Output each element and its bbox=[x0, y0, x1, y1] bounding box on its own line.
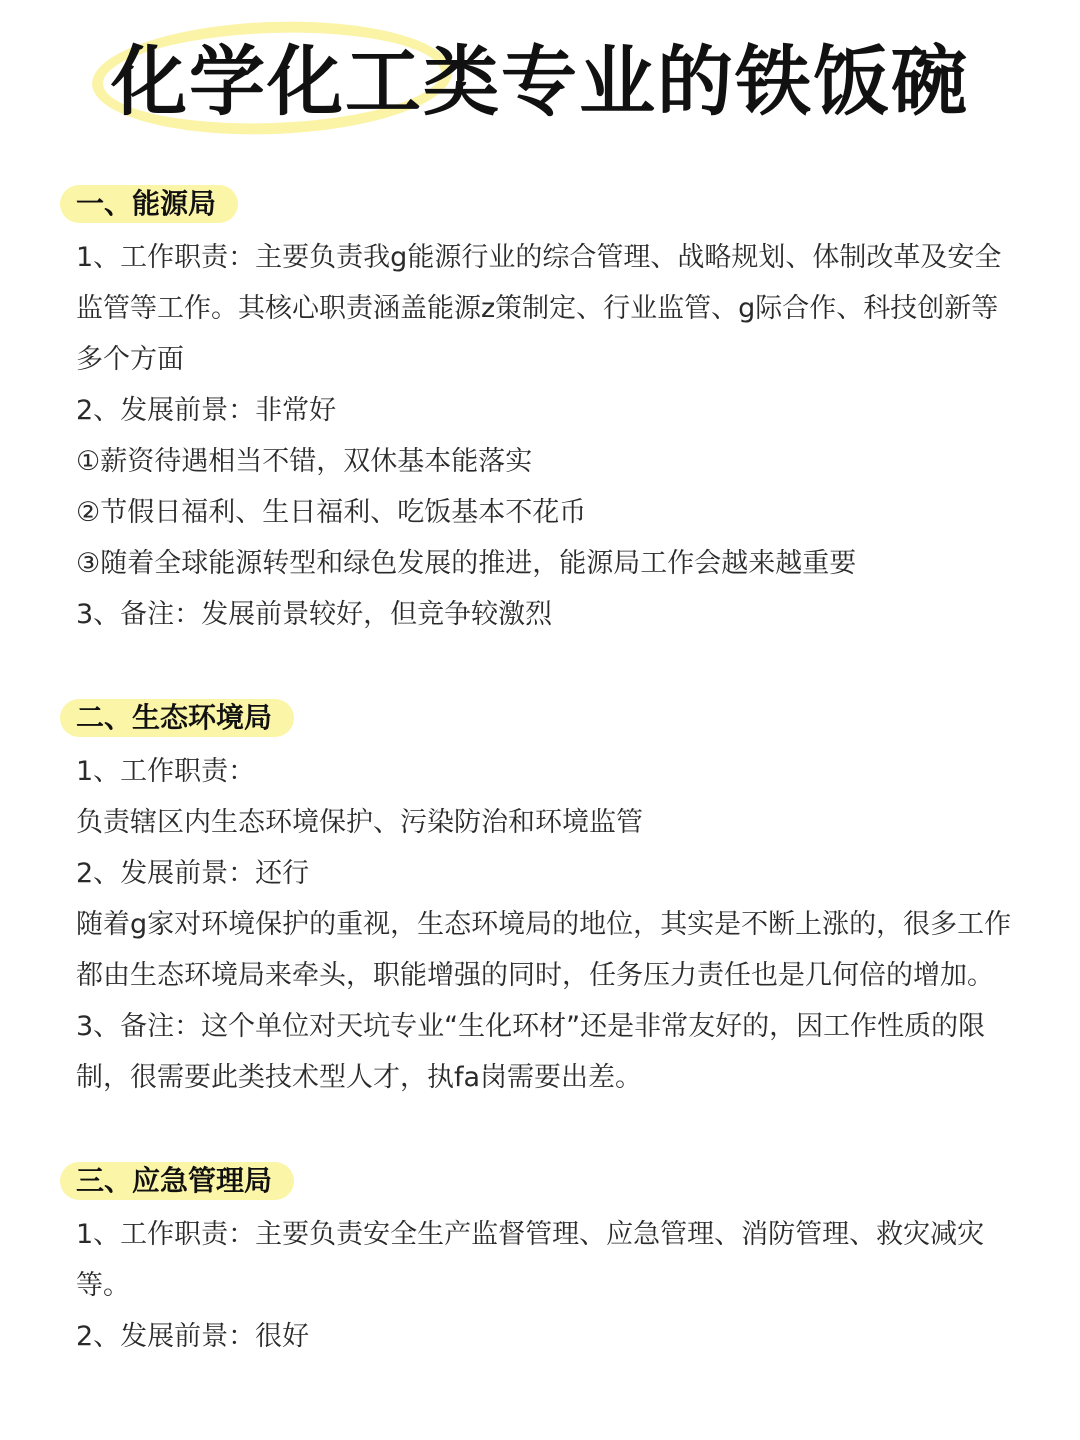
paragraph: 随着g家对环境保护的重视，生态环境局的地位，其实是不断上涨的，很多工作都由生态环境局来牵头，职能增强的同时，任务压力责任也是几何倍的增加。 bbox=[76, 909, 1012, 991]
paragraph: 3、备注：这个单位对天坑专业“生化环材”还是非常友好的，因工作性质的限制，很需要此类技术型人才，执fa岗需要出差。 bbox=[76, 1011, 986, 1093]
paragraph: ①薪资待遇相当不错，双休基本能落实 bbox=[76, 446, 533, 477]
section-heading-text: 三、应急管理局 bbox=[76, 1164, 273, 1197]
page-title: 化学化工类专业的铁饭碗 bbox=[111, 37, 969, 126]
paragraph: 2、发展前景：还行 bbox=[76, 858, 310, 889]
section-heading bbox=[76, 696, 288, 740]
paragraph: ②节假日福利、生日福利、吃饭基本不花币 bbox=[76, 497, 587, 528]
paragraph: 2、发展前景：很好 bbox=[76, 1321, 310, 1352]
paragraph: 1、工作职责：主要负责安全生产监督管理、应急管理、消防管理、救灾减灾等。 bbox=[76, 1219, 985, 1301]
section-heading bbox=[76, 182, 232, 226]
paragraph: 1、工作职责：主要负责我g能源行业的综合管理、战略规划、体制改革及安全监管等工作。其核心职责涵盖能源z策制定、行业监管、g际合作、科技创新等多个方面 bbox=[76, 242, 1002, 375]
section-heading-text: 一、能源局 bbox=[76, 187, 217, 220]
paragraph: 3、备注：发展前景较好，但竞争较激烈 bbox=[76, 599, 553, 630]
section-emergency-management-bureau bbox=[76, 1159, 1016, 1362]
paragraph: 负责辖区内生态环境保护、污染防治和环境监管 bbox=[76, 807, 643, 838]
title-area bbox=[0, 18, 1080, 158]
article-body bbox=[76, 182, 1016, 1418]
paragraph: 1、工作职责： bbox=[76, 756, 256, 787]
paragraph: 2、发展前景：非常好 bbox=[76, 395, 337, 426]
paragraph: ③随着全球能源转型和绿色发展的推进，能源局工作会越来越重要 bbox=[76, 548, 857, 579]
section-energy-bureau bbox=[76, 182, 1016, 640]
section-ecology-environment-bureau bbox=[76, 696, 1016, 1103]
section-heading bbox=[76, 1159, 288, 1203]
section-heading-text: 二、生态环境局 bbox=[76, 701, 273, 734]
